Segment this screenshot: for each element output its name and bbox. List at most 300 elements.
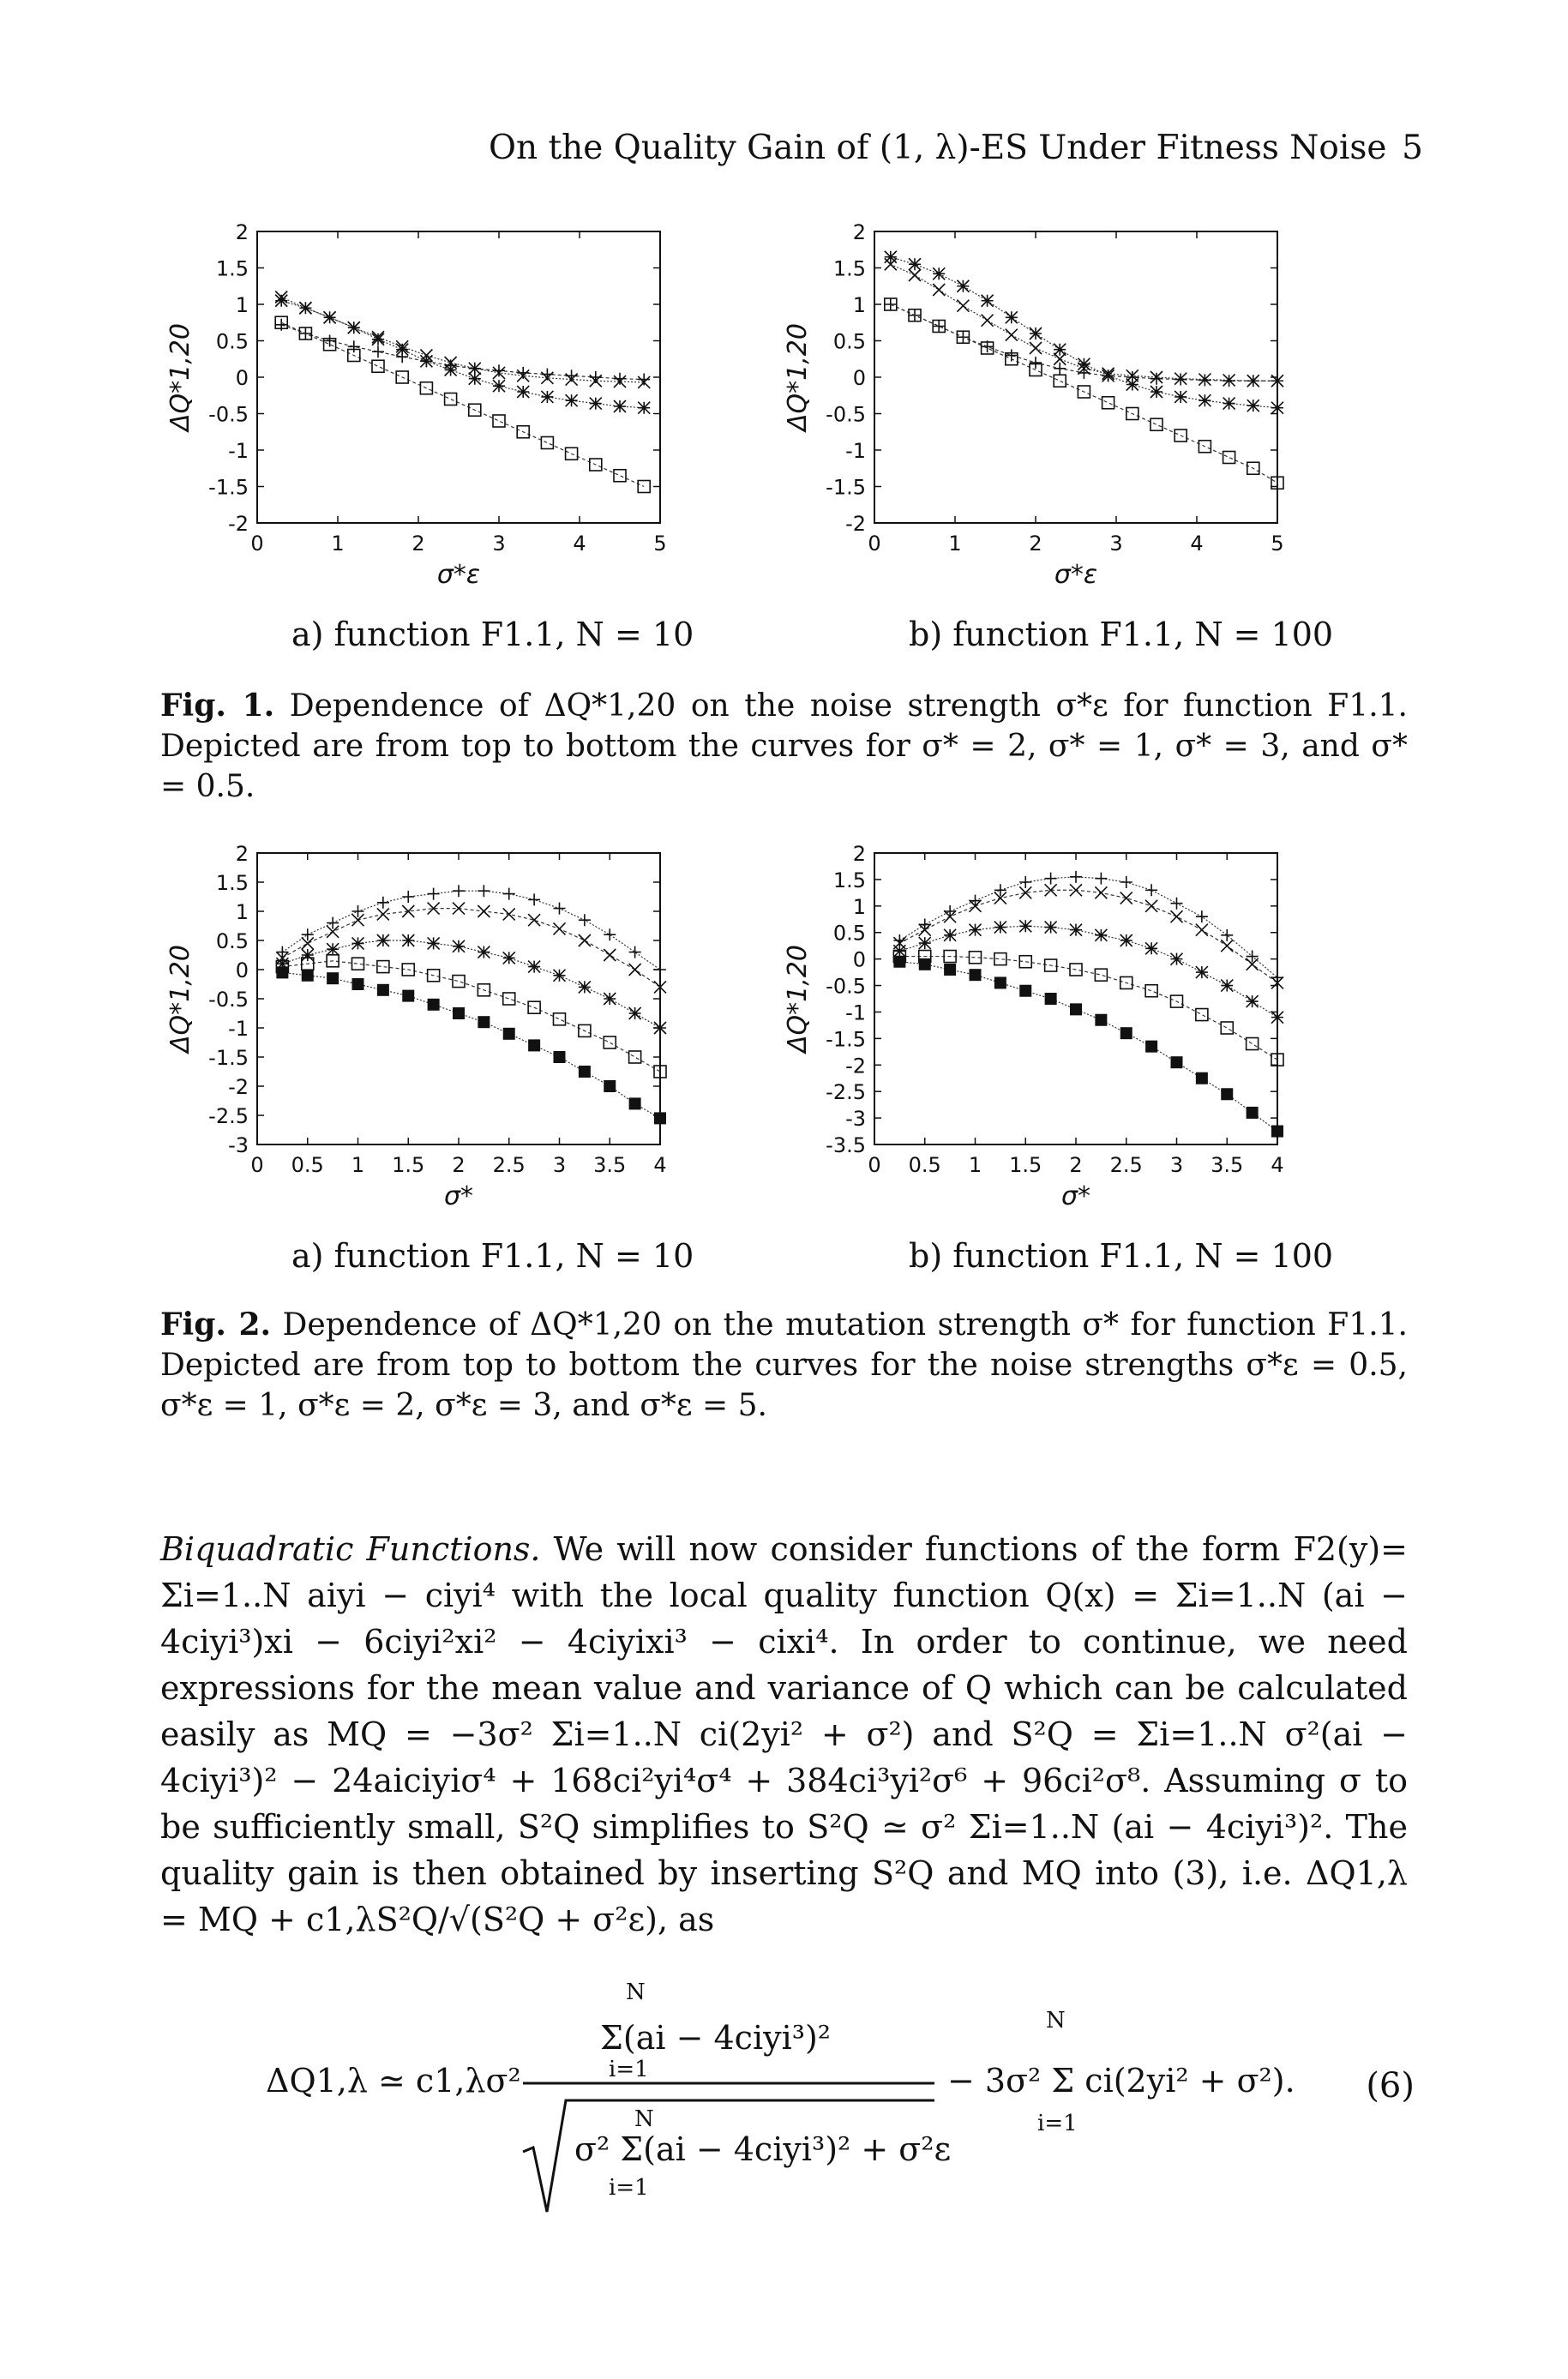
data-point (1196, 1009, 1208, 1021)
series-line (899, 890, 1277, 982)
data-point (919, 937, 931, 949)
x-tick-label: 2.5 (1109, 1153, 1143, 1177)
data-point (994, 922, 1006, 934)
data-point (493, 415, 505, 427)
data-point (590, 398, 602, 410)
y-tick-label: -1 (228, 439, 249, 463)
fig2-subcaption-b: b) function F1.1, N = 100 (909, 1237, 1334, 1275)
y-tick-label: 0.5 (215, 329, 249, 354)
data-point (1171, 1056, 1183, 1068)
x-tick-label: 4 (653, 1153, 667, 1177)
x-tick-label: 1.5 (392, 1153, 425, 1177)
chart-svg (772, 220, 1286, 592)
data-point (919, 958, 931, 970)
data-point (614, 373, 626, 385)
x-tick-label: 1.5 (1009, 1153, 1042, 1177)
data-point (503, 993, 515, 1005)
data-point (1145, 884, 1157, 896)
series-line (281, 325, 644, 380)
den-sum-lower: i=1 (609, 2175, 649, 2201)
series-4 (276, 966, 666, 1124)
data-point (566, 369, 578, 381)
data-point (1006, 329, 1018, 341)
rhs-sum-lower: i=1 (1037, 2111, 1078, 2136)
x-tick-label: 2 (1029, 532, 1042, 556)
data-point (528, 893, 540, 905)
y-tick-label: -0.5 (826, 974, 866, 999)
series-1 (885, 298, 1283, 387)
equation-lhs: ΔQ1,λ ≃ c1,λσ² (266, 2062, 521, 2100)
data-point (654, 1112, 666, 1124)
data-point (541, 369, 553, 381)
data-point (554, 1013, 566, 1025)
x-tick-label: 3 (492, 532, 506, 556)
y-tick-label: -3 (228, 1133, 249, 1157)
data-point (1171, 910, 1183, 922)
fig1-subcaption-b: b) function F1.1, N = 100 (909, 616, 1334, 653)
data-point (541, 391, 553, 403)
data-point (919, 918, 931, 930)
data-point (276, 966, 288, 978)
data-point (885, 251, 897, 263)
data-point (1019, 876, 1031, 888)
y-tick-label: -0.5 (826, 402, 866, 427)
fig2-caption-text: Dependence of ΔQ*1,20 on the mutation strength σ* for function F1.1. Depicted are from top to bottom the curves for the noise strengths σ*ε = 0.5, σ*ε = 1, σ*ε = 2, σ*ε = 3, and σ*ε = 5. (160, 1307, 1408, 1423)
data-point (1095, 929, 1107, 941)
data-point (629, 964, 641, 976)
series-line (899, 957, 1277, 1060)
data-point (377, 934, 389, 946)
section-heading: Biquadratic Functions. (160, 1530, 541, 1568)
data-point (1070, 1003, 1082, 1015)
data-point (478, 905, 490, 917)
y-tick-label: 0.5 (832, 329, 866, 354)
data-point (453, 976, 465, 988)
data-point (372, 345, 384, 357)
x-tick-label: 4 (1190, 532, 1204, 556)
series-3 (885, 298, 1283, 489)
data-point (1078, 358, 1090, 370)
x-axis-label: σ*ε (1054, 560, 1098, 590)
series-0 (275, 291, 650, 388)
data-point (528, 961, 540, 973)
y-tick-label: -1 (228, 1017, 249, 1041)
data-point (1223, 452, 1235, 464)
data-point (493, 380, 505, 392)
data-point (1120, 892, 1132, 904)
data-point (629, 946, 641, 958)
data-point (348, 321, 360, 333)
data-point (396, 344, 408, 356)
series-line (282, 961, 660, 1072)
page-number: 5 (1402, 129, 1423, 167)
y-tick-label: -2.5 (208, 1104, 249, 1128)
series-1 (275, 319, 650, 386)
data-point (372, 360, 384, 372)
data-point (372, 333, 384, 345)
data-point (1223, 398, 1235, 410)
data-point (1221, 1022, 1233, 1034)
y-tick-label: 0 (852, 947, 866, 972)
data-point (1054, 375, 1066, 387)
x-tick-label: 1 (351, 1153, 365, 1177)
fig1-panel-a (154, 220, 669, 592)
data-point (654, 964, 666, 976)
y-tick-label: 2 (235, 220, 249, 244)
chart-svg (154, 220, 669, 592)
data-point (377, 897, 389, 909)
data-point (302, 949, 314, 961)
data-point (970, 924, 982, 936)
data-point (1221, 980, 1233, 992)
x-tick-label: 4 (1271, 1153, 1284, 1177)
data-point (1070, 924, 1082, 936)
series-line (282, 940, 660, 1028)
data-point (579, 1066, 591, 1078)
data-point (469, 373, 481, 385)
x-tick-label: 3.5 (1211, 1153, 1244, 1177)
data-point (478, 946, 490, 958)
y-tick-label: 1 (235, 900, 249, 924)
data-point (327, 943, 339, 955)
data-point (1271, 1126, 1283, 1138)
data-point (402, 891, 414, 903)
y-tick-label: 1 (235, 293, 249, 317)
x-axis-label: σ* (1060, 1181, 1091, 1211)
data-point (302, 970, 314, 982)
y-tick-label: 1 (852, 894, 866, 919)
fig2-caption-label: Fig. 2. (160, 1307, 272, 1343)
data-point (970, 969, 982, 981)
data-point (957, 280, 969, 292)
data-point (614, 470, 626, 482)
data-point (1019, 920, 1031, 932)
data-point (348, 340, 360, 352)
data-point (1120, 1027, 1132, 1039)
plot-frame (874, 231, 1277, 523)
data-point (352, 978, 364, 990)
equation-numerator: Σ(ai − 4ciyi³)² (600, 2019, 832, 2057)
data-point (638, 374, 650, 386)
fig2-caption (160, 1305, 1408, 1426)
data-point (428, 937, 440, 949)
y-axis-label: ΔQ*1,20 (783, 323, 813, 431)
y-tick-label: 2 (235, 842, 249, 866)
data-point (629, 1097, 641, 1109)
y-tick-label: 1.5 (215, 871, 249, 895)
y-axis-label: ΔQ*1,20 (165, 945, 195, 1053)
data-point (1095, 1014, 1107, 1026)
fig1-caption (160, 686, 1408, 807)
y-tick-label: -1.5 (208, 1046, 249, 1070)
x-tick-label: 2 (452, 1153, 466, 1177)
data-point (503, 1028, 515, 1040)
data-point (478, 1016, 490, 1028)
data-point (1171, 953, 1183, 965)
x-tick-label: 3 (1109, 532, 1123, 556)
data-point (324, 311, 336, 323)
data-point (276, 946, 288, 958)
data-point (1196, 1072, 1208, 1084)
data-point (579, 914, 591, 926)
y-tick-label: -1 (845, 439, 866, 463)
data-point (541, 437, 553, 449)
data-point (566, 394, 578, 406)
data-point (1199, 394, 1211, 406)
y-tick-label: -2 (228, 512, 249, 536)
data-point (402, 990, 414, 1002)
series-line (899, 926, 1277, 1017)
y-tick-label: -3 (845, 1107, 866, 1132)
paragraph-text: We will now consider functions of the form F2(y)= Σi=1..N aiyi − ciyi⁴ with the local quality function Q(x) = Σi=1..N (ai − 4ciyi³)xi − 6ciyi²xi² − 4ciyixi³ − cixi⁴. In order to continue, we need expressions for the mean value and variance of Q which can be calculated easily as MQ = −3σ² Σi=1..N ci(2yi² + σ²) and S²Q = Σi=1..N σ²(ai − 4ciyi³)² − 24aiciyiσ⁴ + 168ci²yi⁴σ⁴ + 384ci³yi²σ⁶ + 96ci²σ⁸. Assuming σ to be sufficiently small, S²Q simplifies to S²Q ≃ σ² Σi=1..N (ai − 4ciyi³)². The quality gain is then obtained by inserting S²Q and MQ into (3), i.e. ΔQ1,λ = MQ + c1,λS²Q/√(S²Q + σ²ε), as (160, 1530, 1408, 1938)
data-point (517, 386, 529, 398)
equation-rhs: − 3σ² Σ ci(2yi² + σ²). (947, 2062, 1295, 2100)
data-point (420, 355, 432, 367)
chart-svg (772, 844, 1286, 1213)
y-axis-label: ΔQ*1,20 (165, 323, 195, 431)
data-point (1030, 342, 1042, 354)
data-point (629, 1007, 641, 1019)
data-point (1070, 871, 1082, 883)
equation-svg (257, 1980, 1415, 2220)
data-point (982, 315, 994, 327)
x-tick-label: 1 (948, 532, 962, 556)
num-sum-upper: N (626, 1980, 646, 2005)
data-point (1095, 969, 1107, 981)
data-point (503, 888, 515, 900)
data-point (604, 1036, 616, 1048)
data-point (944, 905, 956, 917)
data-point (1120, 934, 1132, 946)
data-point (1054, 344, 1066, 356)
data-point (604, 949, 616, 961)
x-tick-label: 1 (968, 1153, 982, 1177)
data-point (554, 922, 566, 934)
y-tick-label: 0.5 (215, 929, 249, 953)
data-point (1247, 400, 1259, 412)
y-tick-label: -1.5 (826, 475, 866, 500)
fig2-subcaption-a: a) function F1.1, N = 10 (291, 1237, 694, 1275)
y-tick-label: 0 (235, 958, 249, 982)
equation-6 (257, 1980, 1415, 2220)
data-point (1145, 900, 1157, 912)
x-tick-label: 5 (653, 532, 667, 556)
x-tick-label: 3 (552, 1153, 567, 1177)
data-point (957, 300, 969, 312)
data-point (1196, 910, 1208, 922)
fig2-panel-b (772, 844, 1286, 1213)
y-tick-label: -1 (845, 1000, 866, 1025)
data-point (1221, 940, 1233, 952)
data-point (445, 364, 457, 376)
data-point (428, 888, 440, 900)
data-point (428, 999, 440, 1011)
data-point (1095, 873, 1107, 885)
y-tick-label: 1.5 (215, 256, 249, 281)
data-point (1150, 386, 1162, 398)
y-tick-label: 1.5 (832, 256, 866, 281)
fig1-caption-text: Dependence of ΔQ*1,20 on the noise strength σ*ε for function F1.1. Depicted are from top to bottom the curves for σ* = 2, σ* = 1, σ* = 3, and σ* = 0.5. (160, 688, 1408, 804)
y-tick-label: 1 (852, 293, 866, 317)
data-point (893, 934, 905, 946)
data-point (1030, 327, 1042, 339)
data-point (1019, 985, 1031, 997)
data-point (893, 956, 905, 968)
data-point (1054, 363, 1066, 375)
fig2-panel-a (154, 844, 669, 1213)
x-tick-label: 0.5 (291, 1153, 324, 1177)
data-point (944, 964, 956, 976)
data-point (614, 400, 626, 412)
data-point (604, 993, 616, 1005)
running-title: On the Quality Gain of (1, λ)-ES Under Fitness Noise (489, 129, 1387, 167)
x-tick-label: 5 (1271, 532, 1284, 556)
x-tick-label: 1 (331, 532, 345, 556)
data-point (324, 335, 336, 347)
data-point (1150, 418, 1162, 430)
data-point (1102, 369, 1114, 381)
data-point (1045, 873, 1057, 885)
data-point (1145, 942, 1157, 954)
data-point (1126, 379, 1138, 391)
data-point (994, 976, 1006, 988)
data-point (1174, 391, 1187, 403)
data-point (1196, 966, 1208, 978)
y-tick-label: -1.5 (826, 1027, 866, 1052)
data-point (453, 940, 465, 952)
data-point (1196, 924, 1208, 936)
y-tick-label: 1.5 (832, 868, 866, 892)
data-point (893, 945, 905, 957)
data-point (604, 1080, 616, 1092)
y-tick-label: -0.5 (208, 402, 249, 427)
series-line (281, 301, 644, 408)
data-point (1095, 886, 1107, 898)
data-point (1102, 397, 1114, 409)
num-sum-lower: i=1 (609, 2057, 649, 2082)
x-tick-label: 4 (573, 532, 586, 556)
data-point (638, 402, 650, 414)
x-tick-label: 2 (412, 532, 425, 556)
y-tick-label: -2.5 (826, 1080, 866, 1105)
data-point (1221, 1088, 1233, 1100)
data-point (503, 952, 515, 964)
x-tick-label: 0.5 (908, 1153, 941, 1177)
body-paragraph (160, 1526, 1408, 1943)
data-point (629, 1051, 641, 1063)
data-point (453, 885, 465, 897)
data-point (453, 1007, 465, 1019)
data-point (1271, 402, 1283, 414)
data-point (402, 934, 414, 946)
data-point (352, 937, 364, 949)
rhs-sum-upper: N (1046, 2008, 1066, 2034)
data-point (275, 295, 287, 307)
den-sum-upper: N (634, 2106, 654, 2132)
fig1-subcaption-a: a) function F1.1, N = 10 (291, 616, 694, 653)
data-point (1145, 1041, 1157, 1053)
data-point (554, 903, 566, 915)
data-point (590, 371, 602, 383)
series-line (899, 962, 1277, 1132)
x-tick-label: 2 (1069, 1153, 1083, 1177)
chart-svg (154, 844, 669, 1213)
y-tick-label: -0.5 (208, 988, 249, 1012)
x-tick-label: 0 (250, 1153, 264, 1177)
x-tick-label: 3.5 (593, 1153, 627, 1177)
data-point (1045, 922, 1057, 934)
data-point (478, 885, 490, 897)
x-tick-label: 2.5 (492, 1153, 526, 1177)
data-point (1045, 993, 1057, 1005)
data-point (1247, 1107, 1259, 1119)
data-point (1006, 311, 1018, 323)
data-point (1145, 985, 1157, 997)
data-point (517, 367, 529, 379)
equation-number: (6) (1366, 2066, 1415, 2106)
data-point (604, 928, 616, 940)
x-tick-label: 0 (250, 532, 264, 556)
data-point (944, 929, 956, 941)
y-tick-label: 0.5 (832, 921, 866, 946)
data-point (1030, 357, 1042, 369)
y-tick-label: -2 (228, 1075, 249, 1099)
data-point (654, 1022, 666, 1034)
series-2 (275, 295, 650, 414)
data-point (1150, 373, 1162, 385)
y-tick-label: -1.5 (208, 475, 249, 500)
fig1-caption-label: Fig. 1. (160, 688, 275, 724)
fig1-panel-b (772, 220, 1286, 592)
data-point (1247, 995, 1259, 1007)
data-point (933, 267, 945, 279)
data-point (1171, 898, 1183, 910)
y-axis-label: ΔQ*1,20 (783, 945, 813, 1053)
data-point (327, 972, 339, 984)
data-point (1271, 1012, 1283, 1024)
plot-frame (874, 853, 1277, 1144)
data-point (503, 908, 515, 920)
data-point (528, 914, 540, 926)
data-point (970, 895, 982, 907)
data-point (554, 1051, 566, 1063)
equation-denominator: σ² Σ(ai − 4ciyi³)² + σ²ε (574, 2130, 952, 2168)
data-point (528, 1039, 540, 1051)
y-tick-label: -3.5 (826, 1133, 866, 1157)
data-point (909, 269, 921, 281)
data-point (982, 295, 994, 307)
data-point (909, 258, 921, 270)
y-tick-label: -2 (845, 1054, 866, 1078)
x-tick-label: 0 (868, 532, 881, 556)
data-point (1120, 876, 1132, 888)
data-point (579, 981, 591, 993)
y-tick-label: 2 (852, 842, 866, 866)
x-axis-label: σ*ε (436, 560, 481, 590)
series-line (891, 304, 1277, 483)
data-point (493, 364, 505, 376)
data-point (579, 934, 591, 946)
data-point (933, 284, 945, 296)
x-tick-label: 3 (1169, 1153, 1184, 1177)
x-axis-label: σ* (443, 1181, 474, 1211)
y-tick-label: 0 (235, 366, 249, 390)
y-tick-label: 0 (852, 366, 866, 390)
data-point (299, 302, 311, 314)
y-tick-label: 2 (852, 220, 866, 244)
data-point (933, 321, 945, 333)
data-point (377, 984, 389, 996)
